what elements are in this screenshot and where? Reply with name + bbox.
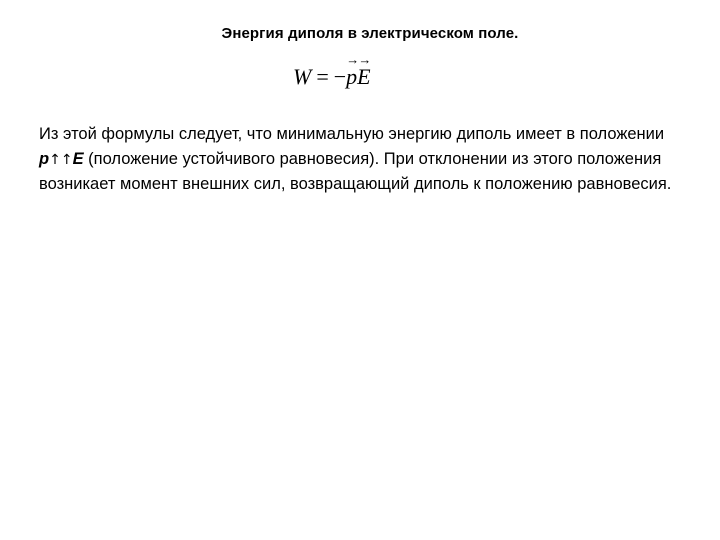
vector-arrow-icon: → [358,52,372,67]
formula-minus: − [333,64,347,89]
formula-equals: = [316,64,329,89]
paragraph-p: p [39,149,50,168]
formula-w: W [293,64,312,89]
body-paragraph [39,122,689,197]
formula-vector-e [357,52,372,90]
formula-e: E [357,64,371,89]
slide-title: Энергия диполя в электрическом поле. [221,25,519,42]
paragraph-text-1: Из этой формулы следует, что минимальную энергию диполь имеет в положении [39,125,665,143]
paragraph-text-2: (положение устойчивого равновесия). При отклонении из этого положения возникает момент внешних сил, возвращающий диполь к положению равновесия. [39,149,672,193]
formula-p: p [346,64,358,89]
formula-vector-p [346,52,360,90]
vector-arrow-icon: → [346,52,360,67]
energy-formula [293,52,372,94]
paragraph-e: E [72,149,84,168]
parallel-arrows-icon: ↑↑ [49,151,73,168]
